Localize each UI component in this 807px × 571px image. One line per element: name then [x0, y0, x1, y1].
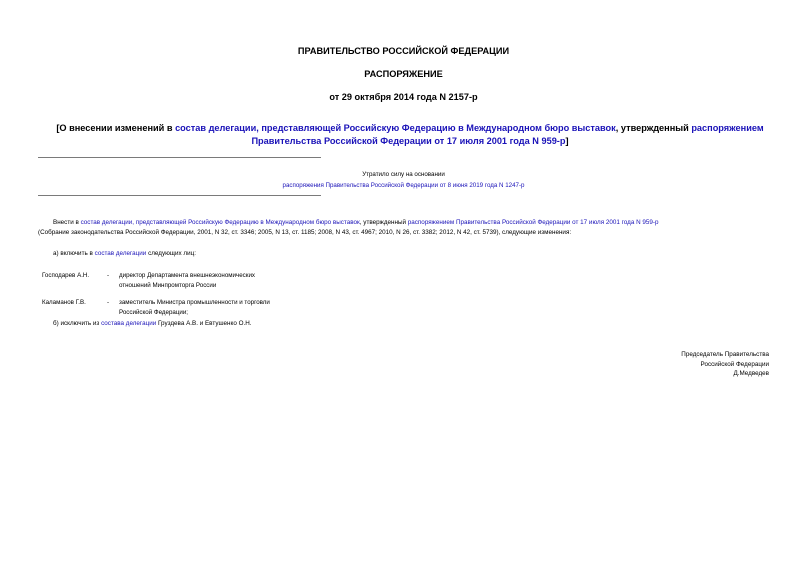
item-b-end: Груздева А.В. и Евтушенко О.Н. [156, 320, 252, 327]
person-role-line1: директор Департамента внешнеэкономических [119, 272, 255, 279]
title-link-order-cont[interactable]: Правительства Российской Федерации от 17 июля 2001 года N 959-р [251, 136, 566, 146]
document-date-number: от 29 октября 2014 года N 2157-р [329, 92, 478, 102]
p1-end: (Собрание законодательства Российской Федерации, 2001, N 32, ст. 3346; 2005, N 13, ст. 1185; 2008, N 43, ст. 4967; 2010, N 26, ст. 3382; 2012, N 42, ст. 5739), следующие изменения: [38, 228, 572, 236]
status-link-repeal[interactable]: распоряжения Правительства Российской Федерации от 8 июня 2019 года N 1247-р [282, 182, 525, 189]
title-mid: , утвержденный [615, 123, 692, 133]
person-name: Каламанов Г.В. [42, 299, 86, 306]
item-b [53, 319, 252, 329]
status-text: Утратило силу на основании [362, 171, 445, 178]
title-link-order[interactable]: распоряжением [691, 123, 764, 133]
item-b-start: б) исключить из [53, 320, 102, 327]
person-role-line2: Российской Федерации; [119, 309, 189, 316]
document-type-heading: РАСПОРЯЖЕНИЕ [364, 69, 443, 79]
signature-title: Председатель Правительства [681, 351, 769, 358]
person-name: Господарев А.Н. [42, 272, 90, 279]
p1-link-order[interactable]: распоряжением Правительства Российской Федерации от 17 июля 2001 года N 959-р [407, 219, 659, 226]
title-close: ] [565, 136, 569, 146]
item-a-end: следующих лиц: [146, 250, 196, 257]
item-b-link[interactable]: состава делегации [101, 320, 157, 327]
government-heading: ПРАВИТЕЛЬСТВО РОССИЙСКОЙ ФЕДЕРАЦИИ [297, 46, 510, 56]
item-a-start: а) включить в [53, 250, 95, 257]
person-dash: - [107, 299, 110, 306]
item-a [53, 249, 196, 259]
document-title [40, 122, 780, 148]
title-link-delegation[interactable]: состав делегации, представляющей Российскую Федерацию в Международном бюро выставок [175, 123, 616, 133]
divider-top [38, 157, 321, 158]
title-open: [О внесении изменений в [56, 123, 176, 133]
signature-block [681, 350, 769, 379]
body-paragraph [38, 218, 772, 237]
person-role-line1: заместитель Министра промышленности и торговли [119, 299, 270, 306]
item-a-link[interactable]: состав делегации [94, 250, 147, 257]
signature-name: Д.Медведев [733, 370, 769, 378]
p1-start: Внести в [53, 219, 81, 226]
p1-mid: , утвержденный [359, 219, 408, 226]
person-role-line2: отношений Минпромторга России [119, 282, 217, 289]
divider-bottom [38, 195, 321, 196]
p1-link-delegation[interactable]: состав делегации, представляющей Российскую Федерацию в Международном бюро выставок [80, 219, 360, 226]
person-dash: - [107, 272, 110, 279]
signature-org: Российской Федерации [700, 360, 769, 368]
